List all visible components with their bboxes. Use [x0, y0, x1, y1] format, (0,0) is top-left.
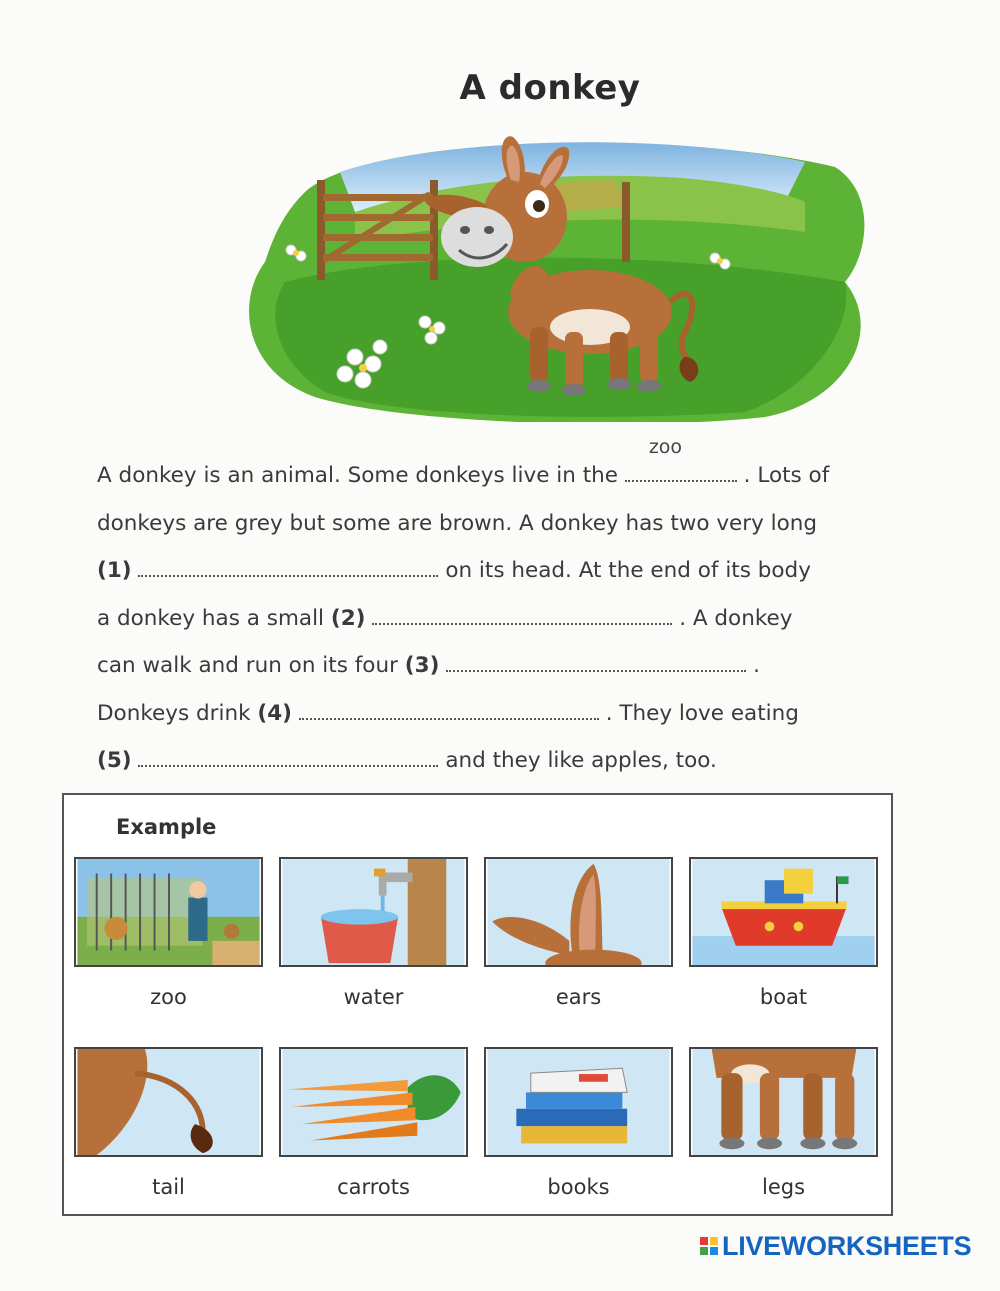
liveworksheets-logo: [700, 1226, 995, 1266]
example-label: Example: [116, 815, 217, 839]
picture-carrots: [279, 1047, 468, 1157]
example-blank: [625, 436, 737, 482]
logo-text: LIVEWORKSHEETS: [722, 1230, 972, 1261]
passage-text: donkeys are grey but some are brown. A donkey has two very long: [97, 510, 818, 536]
word-boat: boat: [759, 985, 808, 1009]
reading-passage: [97, 436, 917, 785]
passage-line-6: [97, 690, 917, 738]
word-books: books: [547, 1175, 610, 1199]
passage-line-3: [97, 547, 917, 595]
example-answer: zoo: [648, 436, 683, 458]
answer-blank-2[interactable]: [372, 601, 672, 625]
picture-boat: [689, 857, 878, 967]
answer-blank-1[interactable]: [138, 553, 438, 577]
picture-legs: [689, 1047, 878, 1157]
passage-text: on its head. At the end of its body: [445, 558, 811, 583]
word-ears: ears: [555, 985, 602, 1009]
picture-zoo: [74, 857, 263, 967]
picture-tail: [74, 1047, 263, 1157]
question-number-1: (1): [97, 558, 132, 583]
passage-text: . They love eating: [605, 700, 799, 726]
word-water: water: [343, 985, 404, 1009]
picture-water: [279, 857, 468, 967]
passage-line-7: [97, 737, 917, 785]
word-carrots: carrots: [337, 1175, 410, 1199]
question-number-2: (2): [330, 605, 366, 631]
word-legs: legs: [761, 1175, 806, 1199]
passage-text: A donkey is an animal. Some donkeys live in the: [97, 463, 618, 488]
donkey-illustration: [245, 132, 865, 422]
answer-blank-5[interactable]: [138, 743, 438, 767]
word-zoo: zoo: [150, 985, 187, 1009]
passage-text: can walk and run on its four: [97, 653, 398, 678]
answer-blank-4[interactable]: [299, 696, 599, 720]
passage-line-1: [97, 436, 917, 500]
passage-text: .: [753, 653, 760, 678]
logo-icon: [700, 1237, 718, 1255]
passage-text: Donkeys drink: [97, 700, 251, 726]
passage-text: a donkey has a small: [97, 605, 325, 631]
answer-blank-3[interactable]: [446, 648, 746, 672]
passage-line-4: [97, 595, 917, 643]
passage-text: . Lots of: [743, 463, 830, 488]
worksheet-title: A donkey: [459, 68, 641, 108]
question-number-4: (4): [257, 700, 293, 726]
passage-line-2: [97, 500, 917, 548]
question-number-3: (3): [404, 653, 440, 678]
word-tail: tail: [152, 1175, 185, 1199]
word-box: [62, 793, 893, 1216]
passage-line-5: [97, 642, 917, 690]
passage-text: . A donkey: [679, 605, 793, 631]
picture-ears: [484, 857, 673, 967]
passage-text: and they like apples, too.: [445, 748, 717, 773]
picture-books: [484, 1047, 673, 1157]
question-number-5: (5): [97, 748, 132, 773]
